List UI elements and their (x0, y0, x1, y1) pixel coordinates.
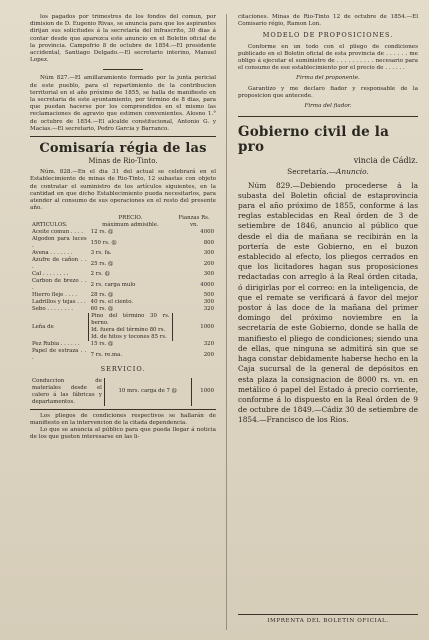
item-name: Pez Rubia . . . . . . (32, 341, 80, 348)
service-table (30, 378, 216, 406)
item-bond: 200 (203, 260, 214, 267)
item-bond: 500 (203, 292, 214, 299)
item-price: 2 rs. carga mulo (90, 281, 136, 288)
divider (30, 409, 216, 410)
table-row (30, 257, 216, 271)
item-name: Aceite comun . . . . (32, 229, 83, 236)
lena-bond: 1000 (200, 323, 214, 330)
col-precio-title: PRECIO. (118, 215, 143, 222)
item-bond: 320 (203, 341, 214, 348)
lena-label: Leña de (32, 323, 54, 330)
divider (30, 136, 216, 137)
service-price: 10 mrs. carga de 7 @ (104, 378, 191, 406)
anuncio-label: Anuncio. (336, 167, 369, 177)
gobierno-subtitle: vincia de Cádiz. (353, 156, 418, 166)
item-price: 28 rs. @ (90, 292, 114, 299)
service-description: Conduccion de materiales desde el calero á las fábricas y departamentos. (32, 377, 102, 405)
item-price: 60 rs. @ (90, 306, 114, 313)
secretaria-line (238, 168, 418, 175)
table-row (30, 348, 216, 362)
table-row (30, 278, 216, 292)
rio-tinto-subtitle: Minas de Rio-Tinto. (88, 157, 158, 166)
gobierno-title: Gobierno civil de la pro (238, 124, 390, 156)
item-price: 25 rs. @ (90, 260, 114, 267)
item-name: Avena . . . . . . . (32, 250, 73, 257)
col-precio-sub: máximum admisible. (102, 222, 159, 229)
item-price: 15 rs. @ (90, 341, 114, 348)
notice-827: Núm 827.—El amillaramiento formado por la junta pericial de este pueblo, para el repartimiento de la contribucion territorial en el año próximo de 1855, se halla de manifiesto en la secretaria de este ayuntamiento, por término de 8 dias, para que puedan hacerse por los comprendidos en el mismo las reclamaciones de agravio que estimen convenientes. Alosno 1.° de octubre de 1854.—El alcalde constitucional, Antonio G. y Macias.—El secretario, Pedro Garcia y Barranco. (30, 75, 216, 132)
column-rule (226, 14, 227, 630)
item-bond: 300 (203, 271, 214, 278)
closing-paragraph-1: Los pliegos de condiciones respectivos se hallarán de manifiesto en la intervencion de la citada dependencia. (30, 412, 216, 426)
lena-line: Id. de hitos y tocones 85 rs. (91, 334, 167, 341)
servicio-heading: SERVICIO. (100, 365, 146, 374)
intro-paragraph: los pagados por trimestres de los fondos del comun, por dimision de D. Eugenio Rivas, se anuncia para que los aspirantes dirijan sus solicitudes á la secretaría del infrascrito, 30 dias á contar desde que aparezca este anuncio en el Boletin oficial de la provincia. Campofrio 8 de octubre de 1854.—El presidente accidental, Santiago Delgado.—El secretario interino, Manuel Lopez. (30, 14, 216, 64)
item-price: 7 rs. re.ma. (90, 351, 123, 358)
item-name: Carbon de brezo . . . (32, 278, 87, 292)
modelo-text: Conforme en un todo con el pliego de condiciones publicado en el Boletin oficial de esta provincia de . . . . . . me obligo á ejecutar el suministro de . . . . . . . . . . necesario para el consumo de ese establecimiento por el precio de . . . . . . (238, 43, 418, 72)
col-fianzas: Fianzas Rs. vn. (178, 215, 210, 229)
item-bond: 800 (203, 239, 214, 246)
notice-829: Núm 829.—Debiendo procederse á la subasta del Boletin oficial de estaprovincia para el año próximo de 1855, conforme á las reglas establecidas en Real órden de 3 de setiembre de 1846, anuncio al público que desde el dia de mañana se recibirán en la portería de este Gobierno, en el buzon establecido al efecto, los pliegos cerrados en que los licitadores hagan sus proposiciones redactadas con arreglo á la Real órden citada, ó dirigirlas por el correo: en la inteligencia, de que el remate se verificará á favor del mejor postor á las doce de la mañana del primer domingo del próximo noviembre en la secretaría de este Gobierno, donde se halla de manifiesto el pliego de condiciones; siendo una de ellas, que ninguna se admitirá sin que se haga constar debidamente haberse hecho en la Caja sucursal de la general de depósitos en esta plaza la consignacion de 8000 rs. vn. en metálico ó papel del Estado á precio corriente, conforme á lo dispuesto en la Real órden de 9 de octubre de 1849.—Cádiz 30 de setiembre de 1854.—Francisco de los Rios. (238, 180, 418, 425)
table-row (30, 292, 216, 299)
service-bond: 1000 (200, 388, 214, 395)
item-bond: 4000 (200, 281, 214, 288)
item-name: Hierro fleje . . . . (32, 292, 78, 299)
divider (238, 116, 418, 117)
col-articulos: ARTICULOS. (32, 222, 68, 229)
closing-paragraph-2: Lo que se anuncia al público para que pueda llegar á noticia de los que gusten interesarse en las li- (30, 427, 216, 441)
signature-fiador: Firma del fiador. (304, 103, 352, 110)
item-price: 2 rs. @ (90, 271, 110, 278)
item-bond: 300 (203, 250, 214, 257)
item-name: Algodon para luces . (32, 236, 87, 250)
lena-line: Pino del término 30 rs. berno. (91, 313, 170, 327)
item-price: 12 rs. @ (90, 229, 114, 236)
signature-proponente: Firma del proponente. (296, 75, 360, 82)
item-bond: 200 (203, 351, 214, 358)
item-name: Cal . . . . . . . . (32, 271, 69, 278)
footer-rule (238, 614, 418, 615)
item-price: 150 rs. @ (90, 239, 117, 246)
table-row (30, 299, 216, 306)
item-name: Ladrillos y tejas . . . (32, 299, 86, 306)
divider (103, 69, 143, 70)
continuation-text: citaciones. Minas de Rio-Tinto 12 de octubre de 1854.—El Comisario régio, Ramon Lon. (238, 14, 418, 28)
item-name: Sebo . . . . . . . . (32, 306, 73, 313)
table-row (30, 341, 216, 348)
item-price: 40 rs. el ciento. (90, 299, 134, 306)
col-precio (89, 215, 172, 229)
imprenta-footer: IMPRENTA DEL BOLETIN OFICIAL. (267, 618, 389, 624)
table-row (30, 271, 216, 278)
modelo-heading: MODELO DE PROPOSICIONES. (262, 31, 394, 40)
price-table (30, 215, 216, 362)
table-row-lena (30, 313, 216, 341)
lena-line: Id. fuera del término 80 rs. (91, 327, 166, 334)
left-column (30, 14, 216, 441)
lena-prices (89, 313, 172, 341)
item-price: 3 rs. fa. (90, 250, 112, 257)
table-row (30, 229, 216, 236)
notice-828: Núm. 828.—En el dia 31 del actual se celebrará en el Establecimiento de minas de Rio-Tinto, 12 subastas con objeto de contratar el suministro de los artículos siguientes, en la cantidad en que dicho Establecimiento pueda necesitarlos, para atender al consumo de sus operaciones en el resto del presente año. (30, 169, 216, 212)
item-bond: 4000 (200, 229, 214, 236)
item-name: Azufre de cañon . . . (32, 257, 87, 271)
item-bond: 320 (203, 306, 214, 313)
secretaria-label: Secretaría.— (287, 167, 337, 177)
table-row (30, 236, 216, 250)
item-name: Papel de estraza . . . (32, 348, 87, 362)
item-bond: 300 (203, 299, 214, 306)
rio-tinto-title: Comisaría régia de las (39, 141, 207, 157)
right-column (238, 14, 418, 426)
garantizo-text: Garantizo y me declaro fiador y responsable de la proposicion que antecede. (238, 85, 418, 99)
